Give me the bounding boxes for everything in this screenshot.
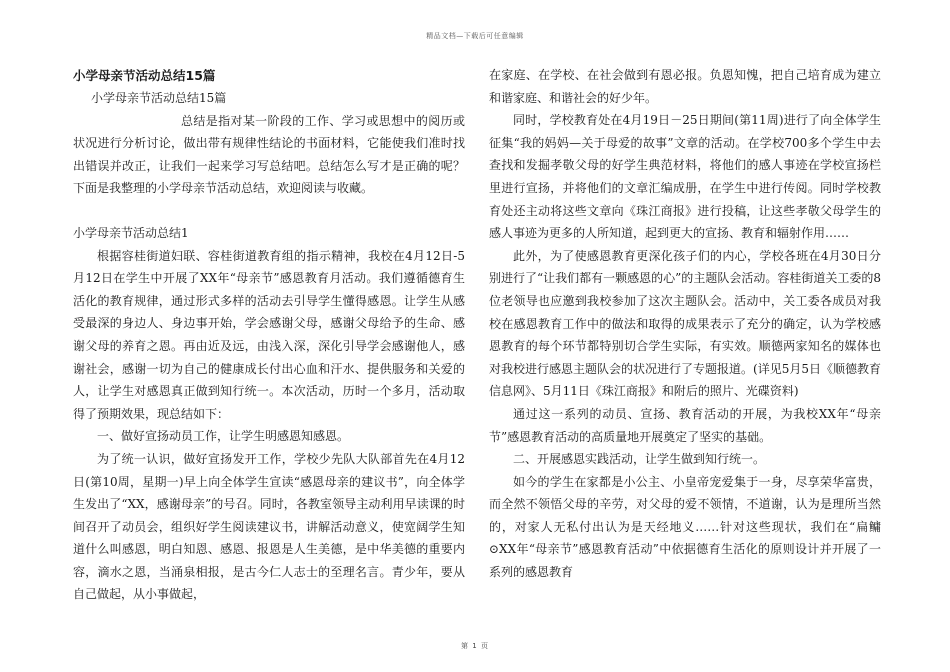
body-paragraph-1: 根据容桂街道妇联、容桂街道教育组的指示精神，我校在4月12日-5月12日在学生中开展了XX年“母亲节”感恩教育月活动。我们遵循德育生活化的教育规律，通过形式多样的活动去引导学生懂得感恩。让学生从感受最深的身边人、身边事开始，学会感谢父母，感谢父母给予的生命、感谢父母的养育之恩。再由近及远，由浅入深，深化引导学会感谢他人，感谢社会，感谢一切为自己的健康成长付出心血和汗水、提供服务和关爱的人，让学生对感恩真正做到知行统一。本次活动，历时一个多月，活动取得了预期效果，现总结如下： <box>73 248 465 421</box>
page-footer: 第 1 页 <box>461 642 489 650</box>
document-subtitle: 小学母亲节活动总结15篇 <box>91 91 227 105</box>
body-paragraph-5: 通过这一系列的动员、宣扬、教育活动的开展，为我校XX年“母亲节”感恩教育活动的高质量地开展奠定了坚实的基础。 <box>489 406 881 444</box>
body-paragraph-3: 同时，学校教育处在4月19日－25日期间(第11周)进行了向全体学生征集“我的妈妈—关于母爱的故事”文章的活动。在学校700多个学生中去查找和发掘孝敬父母的好学生典范材料，将他们的感人事迹在学校宣扬栏里进行宣扬，并将他们的文章汇编成册，在学生中进行传阅。同时学校教育处还主动将这些文章向《珠江商报》进行投稿，让这些孝敬父母学生的感人事迹为更多的人所知道，起到更大的宣扬、教育和辐射作用…… <box>489 113 881 241</box>
body-paragraph-continued: 在家庭、在学校、在社会做到有恩必报。负恩知愧，把自己培育成为建立和谐家庭、和谐社会的好少年。 <box>489 68 881 105</box>
heading-2: 二、开展感恩实践活动，让学生做到知行统一。 <box>513 452 766 467</box>
body-paragraph-2: 为了统一认识，做好宣扬发开工作，学校少先队大队部首先在4月12日(第10周，星期一)早上向全体学生宣读“感恩母亲的建议书”，向全体学生发出了“XX，感谢母亲”的号召。同时，各教室领导主动利用早读课的时间召开了动员会，组织好学生阅读建议书，讲解活动意义，使宽阔学生知道什么叫感恩，明白知恩、感恩、报恩是人生美德，是中华美德的重要内容，滴水之恩，当涌泉相报，是古今仁人志士的至理名言。青少年，要从自己做起，从小事做起， <box>73 451 465 602</box>
document-title: 小学母亲节活动总结15篇 <box>73 68 216 83</box>
body-paragraph-4: 此外，为了使感恩教育更深化孩子们的内心，学校各班在4月30日分别进行了“让我们都有一颗感恩的心”的主题队会活动。容桂街道关工委的8位老领导也应邀到我校参加了这次主题队会。活动中，关工委各成员对我校在感恩教育工作中的做法和取得的成果表示了充分的确定，认为学校感恩教育的每个环节都特别切合学生实际，有实效。顺德两家知名的媒体也对我校进行感恩主题队会的状况进行了专题报道。(详见5月5日《顺德教育信息网》、5月11日《珠江商报》和附后的照片、光碟资料) <box>489 248 881 399</box>
intro-paragraph: 总结是指对某一阶段的工作、学习或思想中的阅历或状况进行分析讨论，做出带有规律性结论的书面材料，它能使我们准时找出错误并改正，让我们一起来学习写总结吧。总结怎么写才是正确的呢？下面是我整理的小学母亲节活动总结，欢迎阅读与收藏。 <box>73 113 465 196</box>
body-paragraph-6: 如今的学生在家都是小公主、小皇帝宠爱集于一身，尽享荣华富贵，而全然不领悟父母的辛劳，对父母的爱不领情，不道谢，认为是理所当然的，对家人无私付出认为是天经地义……针对这些现状，我们在“扁鳙⊙XX年“母亲节”感恩教育活动”中依据德育生活化的原则设计并开展了一系列的感恩教育 <box>489 474 881 580</box>
right-column <box>489 64 881 584</box>
section-title: 小学母亲节活动总结1 <box>73 225 189 240</box>
heading-1: 一、做好宣扬动员工作，让学生明感恩知感恩。 <box>97 429 350 444</box>
blank-line <box>73 200 465 222</box>
left-column <box>73 64 465 606</box>
page-header: 精品文档—下载后可任意编辑 <box>426 32 524 40</box>
